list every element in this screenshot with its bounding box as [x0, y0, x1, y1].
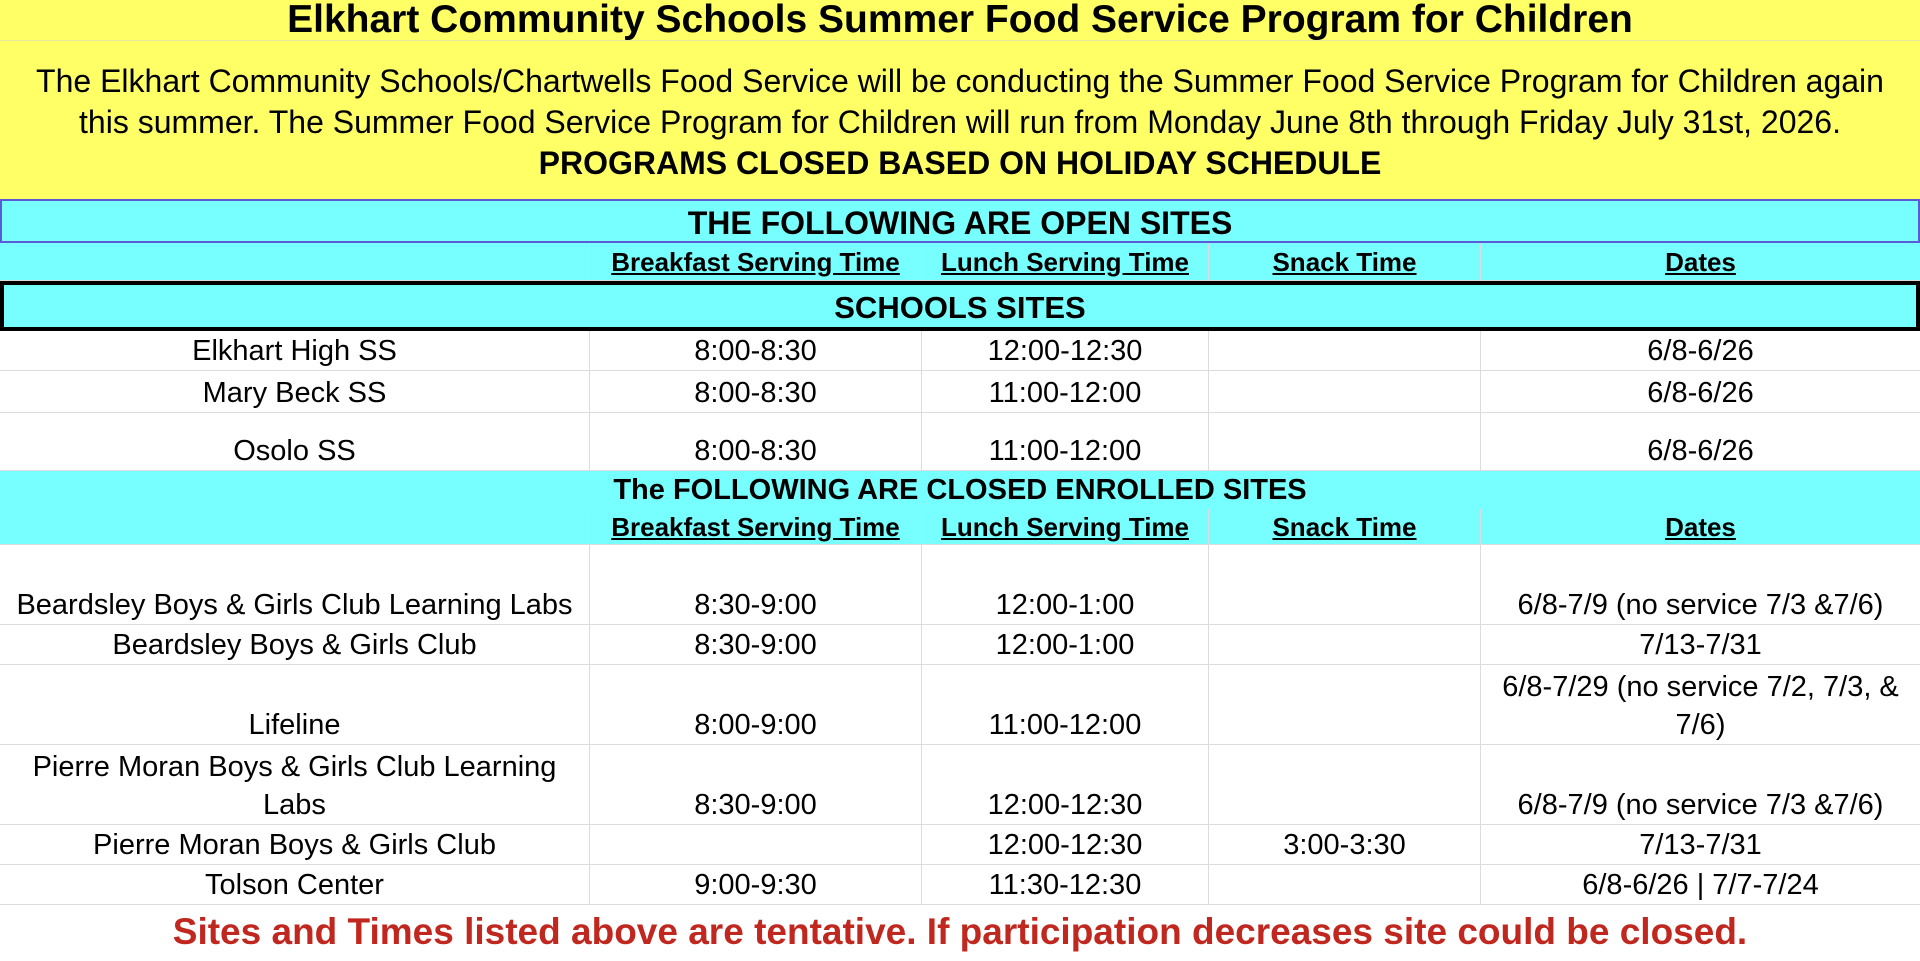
- dates-cell: 6/8-6/26 | 7/7-7/24: [1582, 869, 1819, 901]
- breakfast-time-cell: 8:30-9:00: [590, 745, 922, 824]
- table-row: [0, 665, 1920, 745]
- open-sites-table: [0, 331, 1920, 471]
- dates-cell: 6/8-7/29 (no service 7/2, 7/3, & 7/6): [1502, 671, 1899, 741]
- breakfast-time-cell: 9:00-9:30: [590, 865, 922, 904]
- snack-time-cell: 3:00-3:30: [1209, 825, 1481, 864]
- snack-time-cell: [1209, 331, 1481, 370]
- dates-cell: 6/8-6/26: [1647, 377, 1754, 409]
- site-name-cell: Mary Beck SS: [0, 371, 590, 412]
- dates-header: Dates: [1665, 246, 1736, 277]
- page-title: Elkhart Community Schools Summer Food Service Program for Children: [0, 0, 1920, 41]
- dates-cell: 6/8-7/9 (no service 7/3 &7/6): [1517, 789, 1884, 821]
- lunch-time-cell: 11:30-12:30: [922, 865, 1209, 904]
- site-header: [0, 243, 590, 280]
- site-header: [0, 509, 590, 544]
- snack-time-cell: [1209, 371, 1481, 412]
- breakfast-time-cell: 8:30-9:00: [590, 625, 922, 664]
- lunch-time-cell: 12:00-1:00: [922, 545, 1209, 624]
- lunch-header: Lunch Serving Time: [922, 243, 1209, 280]
- lunch-time-cell: 12:00-12:30: [922, 825, 1209, 864]
- dates-cell: 7/13-7/31: [1639, 829, 1762, 861]
- closed-sites-banner: The FOLLOWING ARE CLOSED ENROLLED SITES: [0, 471, 1920, 509]
- table-row: [0, 413, 1920, 471]
- lunch-time-cell: 12:00-12:30: [922, 745, 1209, 824]
- dates-cell: 6/8-6/26: [1647, 335, 1754, 367]
- site-name-cell: Pierre Moran Boys & Girls Club: [0, 825, 590, 864]
- snack-header: Snack Time: [1209, 243, 1481, 280]
- lunch-time-cell: 11:00-12:00: [922, 665, 1209, 744]
- breakfast-time-cell: 8:30-9:00: [590, 545, 922, 624]
- intro-bold-notice: PROGRAMS CLOSED BASED ON HOLIDAY SCHEDULE: [538, 145, 1382, 181]
- snack-header: Snack Time: [1209, 509, 1481, 544]
- site-name-cell: Tolson Center: [0, 865, 590, 904]
- site-name-cell: Pierre Moran Boys & Girls Club Learning Labs: [0, 745, 590, 824]
- dates-cell: 6/8-6/26: [1647, 435, 1754, 467]
- table-row: [0, 545, 1920, 625]
- breakfast-time-cell: 8:00-8:30: [590, 371, 922, 412]
- dates-header: Dates: [1665, 511, 1736, 542]
- open-sites-banner: THE FOLLOWING ARE OPEN SITES: [0, 199, 1920, 243]
- closed-sites-table: [0, 545, 1920, 905]
- breakfast-time-cell: [590, 825, 922, 864]
- snack-time-cell: [1209, 865, 1481, 904]
- lunch-time-cell: 12:00-12:30: [922, 331, 1209, 370]
- snack-time-cell: [1209, 545, 1481, 624]
- snack-time-cell: [1209, 665, 1481, 744]
- snack-time-cell: [1209, 745, 1481, 824]
- breakfast-time-cell: 8:00-8:30: [590, 413, 922, 470]
- table-row: [0, 745, 1920, 825]
- breakfast-header: Breakfast Serving Time: [590, 509, 922, 544]
- intro-text: The Elkhart Community Schools/Chartwells Food Service will be conducting the Summer Food Service Program for Children again this summer. The Summer Food Service Program for Children will run from Monday June 8th through Friday July 31st, 2026.: [36, 63, 1884, 140]
- site-name-cell: Beardsley Boys & Girls Club Learning Labs: [0, 545, 590, 624]
- site-name-cell: Beardsley Boys & Girls Club: [0, 625, 590, 664]
- table-row: [0, 865, 1920, 905]
- table-row: [0, 825, 1920, 865]
- dates-cell: 7/13-7/31: [1639, 629, 1762, 661]
- intro-paragraph: [0, 41, 1920, 199]
- site-name-cell: Osolo SS: [0, 413, 590, 470]
- table-row: [0, 371, 1920, 413]
- tentative-notice: Sites and Times listed above are tentative. If participation decreases site could be closed.: [172, 911, 1748, 952]
- table-row: [0, 625, 1920, 665]
- snack-time-cell: [1209, 625, 1481, 664]
- dates-cell: 6/8-7/9 (no service 7/3 &7/6): [1517, 589, 1884, 621]
- lunch-header: Lunch Serving Time: [922, 509, 1209, 544]
- breakfast-time-cell: 8:00-9:00: [590, 665, 922, 744]
- schools-sites-banner: SCHOOLS SITES: [0, 281, 1920, 331]
- breakfast-header: Breakfast Serving Time: [590, 243, 922, 280]
- lunch-time-cell: 12:00-1:00: [922, 625, 1209, 664]
- open-sites-header-row: [0, 243, 1920, 281]
- site-name-cell: Lifeline: [0, 665, 590, 744]
- breakfast-time-cell: 8:00-8:30: [590, 331, 922, 370]
- site-name-cell: Elkhart High SS: [0, 331, 590, 370]
- table-row: [0, 331, 1920, 371]
- closed-sites-header-row: [0, 509, 1920, 545]
- lunch-time-cell: 11:00-12:00: [922, 413, 1209, 470]
- lunch-time-cell: 11:00-12:00: [922, 371, 1209, 412]
- snack-time-cell: [1209, 413, 1481, 470]
